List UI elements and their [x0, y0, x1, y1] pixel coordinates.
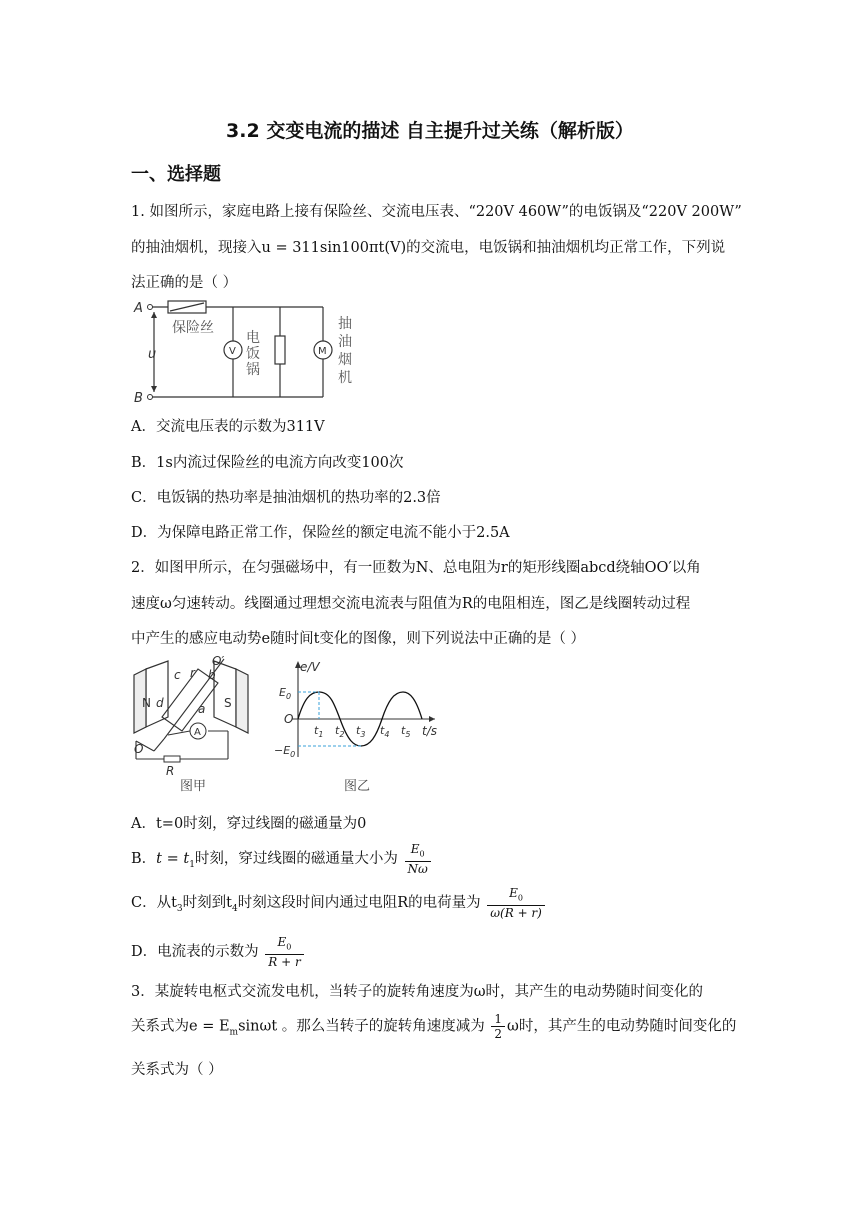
q2-option-d[interactable]: D．电流表的示数为 $\frac{E_0}{R + r}$ — [131, 935, 306, 969]
q1-option-c[interactable]: C．电饭锅的热功率是抽油烟机的热功率的2.3倍 — [131, 490, 441, 506]
fig1-hood-3: 烟 — [338, 352, 352, 368]
gen-label-R: R — [166, 764, 175, 778]
graph-ylabel: e/V — [300, 660, 320, 674]
fig1-label-A: A — [134, 301, 143, 316]
fig1-hood-2: 油 — [338, 334, 352, 350]
fig1-rice-2: 饭 — [246, 346, 260, 362]
fig1-label-fuse: 保险丝 — [172, 320, 214, 336]
q1-line2: 的抽油烟机，现接入u = 311sin100πt(V)的交流电，电饭锅和抽油烟机均正常工作，下列说 — [131, 240, 726, 256]
gen-label-N: N — [142, 696, 151, 710]
q3-line1: 3．某旋转电枢式交流发电机，当转子的旋转角速度为ω时，其产生的电动势随时间变化的 — [131, 984, 704, 1000]
gen-label-b: b — [208, 668, 216, 682]
fig1-label-M: M — [318, 346, 327, 357]
q1-option-b[interactable]: B．1s内流过保险丝的电流方向改变100次 — [131, 455, 404, 471]
page-title: 3.2 交变电流的描述 自主提升过关练（解析版） — [226, 120, 634, 142]
graph-tick-t4: $t_4$ — [380, 724, 390, 739]
graph-tick-t3: $t_3$ — [356, 724, 366, 739]
q2-emf-graph — [270, 655, 450, 795]
gen-label-A: A — [194, 727, 201, 738]
graph-xlabel: t/s — [422, 724, 437, 738]
fig1-rice-1: 电 — [246, 330, 260, 346]
gen-label-c: c — [174, 668, 181, 682]
q2-line3: 中产生的感应电动势e随时间t变化的图像，则下列说法中正确的是（ ） — [131, 631, 586, 647]
gen-label-O: O — [134, 742, 144, 756]
q3-line3: 关系式为（ ） — [131, 1062, 223, 1078]
q1-option-a[interactable]: A．交流电压表的示数为311V — [131, 419, 325, 435]
graph-origin: O — [284, 712, 294, 726]
q2-line1: 2．如图甲所示，在匀强磁场中，有一匝数为N、总电阻为r的矩形线圈abcd绕轴OO′以角 — [131, 560, 701, 576]
graph-tick-t2: $t_2$ — [335, 724, 345, 739]
q1-option-d[interactable]: D．为保障电路正常工作，保险丝的额定电流不能小于2.5A — [131, 525, 510, 541]
fig1-rice-3: 锅 — [246, 362, 260, 378]
fig1-label-u: u — [148, 347, 157, 362]
q2-option-a[interactable]: A．t=0时刻，穿过线圈的磁通量为0 — [131, 816, 367, 832]
q2-option-c[interactable]: C．从$t_3$时刻到$t_4$时刻这段时间内通过电阻R的电荷量为 $\frac{E_0}{\omega(R + r)}$ — [131, 886, 547, 920]
gen-label-r: r — [190, 666, 195, 680]
graph-E0: $E_0$ — [279, 686, 292, 701]
graph-caption: 图乙 — [344, 779, 371, 794]
q3-line2: 关系式为$e = E_m\sin\omega t$ 。那么当转子的旋转角速度减为 $\frac{1}{2}$ ω时，其产生的电动势随时间变化的 — [131, 1012, 737, 1041]
fig1-label-V: V — [229, 346, 236, 357]
q2-option-b[interactable]: B．$t = t_1$时刻，穿过线圈的磁通量大小为 $\frac{E_0}{N\omega}$ — [131, 842, 433, 876]
graph-tick-t1: $t_1$ — [314, 724, 324, 739]
graph-negE0: $-E_0$ — [274, 744, 296, 759]
q2-generator-figure — [128, 655, 258, 795]
q1-circuit-figure — [128, 298, 378, 406]
q1-line1: 1. 如图所示，家庭电路上接有保险丝、交流电压表、“220V 460W”的电饭锅及“220V 200W” — [131, 204, 742, 220]
gen-label-O2: O′ — [212, 655, 225, 668]
section-heading: 一、选择题 — [131, 164, 221, 185]
gen-label-d: d — [156, 696, 164, 710]
graph-tick-t5: $t_5$ — [401, 724, 411, 739]
q2-line2: 速度ω匀速转动。线圈通过理想交流电流表与阻值为R的电阻相连，图乙是线圈转动过程 — [131, 596, 691, 612]
gen-label-a: a — [198, 702, 206, 716]
gen-caption: 图甲 — [180, 779, 207, 794]
gen-label-S: S — [224, 696, 232, 710]
fig1-hood-4: 机 — [338, 370, 352, 386]
q1-line3: 法正确的是（ ） — [131, 275, 238, 291]
fig1-hood-1: 抽 — [338, 316, 352, 332]
fig1-label-B: B — [134, 391, 143, 406]
